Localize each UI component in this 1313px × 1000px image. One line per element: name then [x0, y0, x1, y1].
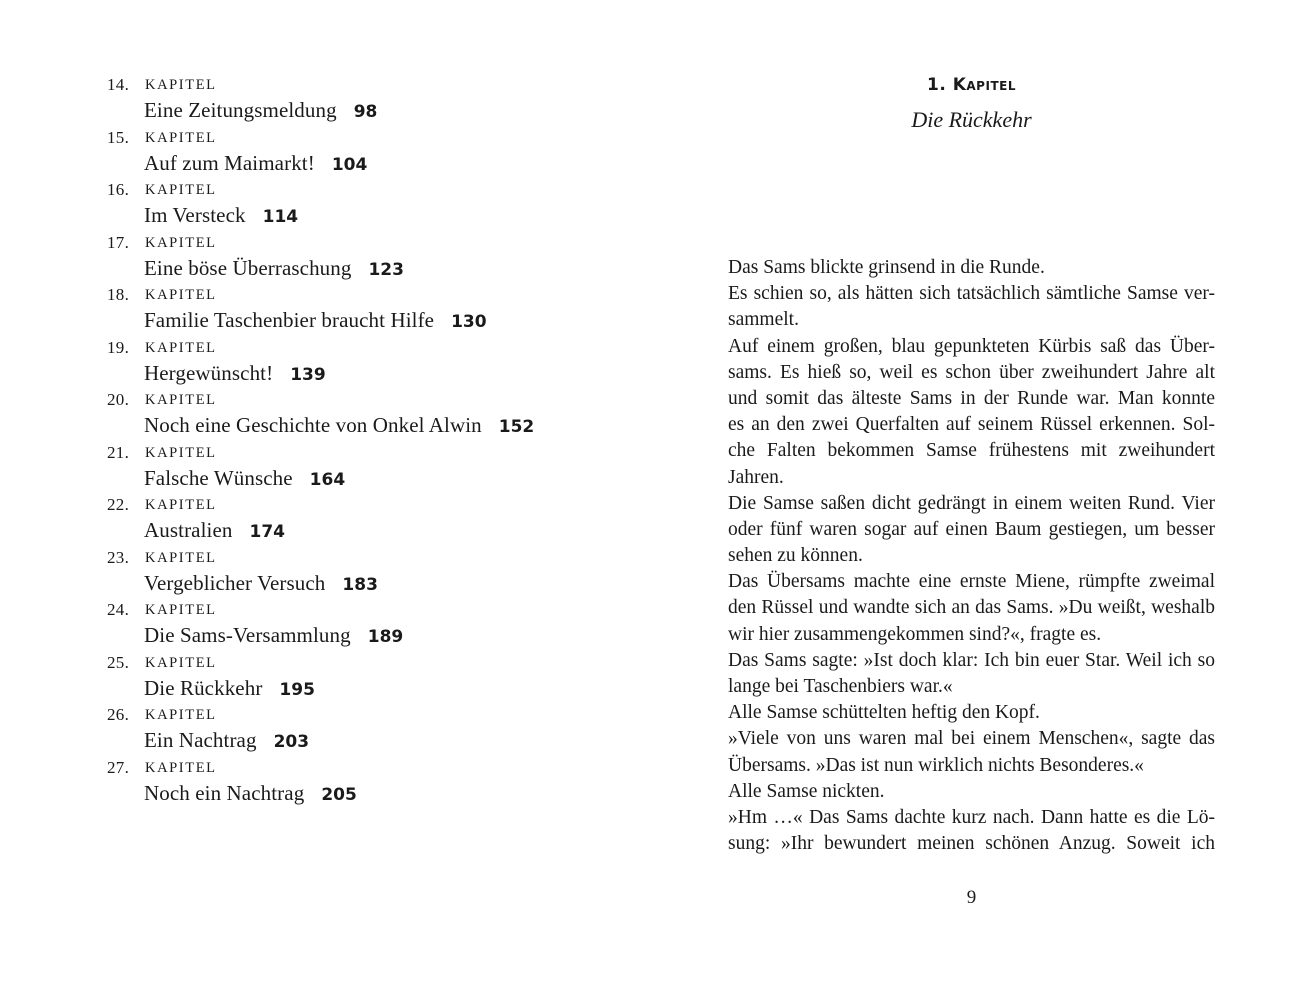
- toc-page-number: 130: [451, 312, 487, 332]
- toc-chapter-title: Ein Nachtrag: [144, 728, 257, 752]
- toc-chapter-label: KAPITEL: [145, 339, 217, 356]
- toc-page-number: 123: [368, 259, 404, 280]
- text-line: es an den zwei Querfalten auf seinem Rüssel erkennen. Sol-: [728, 414, 1215, 436]
- toc-chapter-title: Familie Taschenbier braucht Hilfe: [144, 308, 435, 332]
- toc-page-number: 164: [309, 469, 346, 490]
- toc-chapter-label: KAPITEL: [145, 602, 217, 618]
- toc-chapter-number: 17.: [107, 232, 130, 252]
- toc-chapter-title: Die Sams-Versammlung: [144, 623, 351, 647]
- toc-title-line: [144, 464, 345, 495]
- text-line: Die Samse saßen dicht gedrängt in einem weiten Rund. Vier: [728, 492, 1215, 514]
- toc-chapter-number: 24.: [107, 600, 130, 619]
- text-line: wir hier zusammengekommen sind?«, fragte es.: [728, 623, 1102, 645]
- toc-chapter-number: 16.: [107, 180, 130, 199]
- toc-page-number: 205: [321, 784, 357, 805]
- toc-title-line: [144, 726, 309, 757]
- toc-chapter-number: 20.: [107, 390, 130, 409]
- toc-chapter-number: 14.: [107, 75, 130, 94]
- text-line: sung: »Ihr bewundert meinen schönen Anzug. Soweit ich: [728, 833, 1215, 855]
- toc-title-line: [144, 306, 487, 337]
- toc-chapter-number: 23.: [107, 547, 130, 567]
- text-line: Jahren.: [728, 466, 784, 488]
- toc-title-line: [144, 516, 285, 547]
- toc-chapter-label: KAPITEL: [145, 707, 217, 723]
- toc-chapter-title: Eine Zeitungsmeldung: [144, 98, 337, 122]
- toc-chapter-number: 21.: [107, 442, 130, 462]
- text-line: Das Sams blickte grinsend in die Runde.: [728, 257, 1045, 278]
- toc-title-line: [144, 359, 326, 390]
- toc-chapter-title: Hergewünscht!: [144, 360, 274, 385]
- toc-chapter-number: 27.: [107, 757, 130, 777]
- toc-chapter-label: KAPITEL: [145, 77, 217, 93]
- toc-chapter-label: KAPITEL: [145, 549, 217, 566]
- toc-chapter-number: 18.: [107, 285, 130, 304]
- text-line: sams. Es hieß so, weil es schon über zweihundert Jahre alt: [728, 361, 1215, 383]
- toc-chapter-number: 26.: [107, 705, 130, 724]
- toc-page-number: 174: [249, 522, 285, 542]
- toc-chapter-title: Auf zum Maimarkt!: [144, 150, 315, 175]
- toc-page-number: 98: [353, 102, 378, 122]
- toc-chapter-label: KAPITEL: [145, 654, 217, 671]
- text-line: Es schien so, als hätten sich tatsächlich sämtliche Samse ver-: [728, 283, 1215, 305]
- chapter-title: Die Rückkehr: [911, 107, 1032, 132]
- text-line: oder fünf waren sogar auf einen Baum gestiegen, um besser: [728, 518, 1215, 540]
- toc-chapter-label: KAPITEL: [145, 234, 217, 251]
- toc-page-number: 114: [262, 207, 299, 227]
- chapter-heading: 1. Kapitel: [927, 75, 1016, 95]
- toc-page-number: 189: [367, 627, 404, 647]
- toc-title-line: [144, 201, 298, 232]
- toc-page-number: 195: [279, 679, 315, 700]
- toc-chapter-label: KAPITEL: [145, 129, 217, 146]
- text-line: sammelt.: [728, 309, 799, 331]
- toc-chapter-title: Noch eine Geschichte von Onkel Alwin: [144, 413, 482, 437]
- text-line: Alle Samse nickten.: [728, 780, 885, 802]
- toc-chapter-title: Die Rückkehr: [144, 675, 263, 700]
- toc-chapter-title: Eine böse Überraschung: [144, 255, 352, 280]
- toc-title-line: [144, 779, 357, 810]
- toc-title-line: [144, 149, 367, 180]
- toc-chapter-label: KAPITEL: [145, 287, 217, 303]
- toc-chapter-title: Im Versteck: [144, 203, 246, 227]
- toc-chapter-title: Australien: [144, 518, 233, 542]
- text-line: Alle Samse schüttelten heftig den Kopf.: [728, 702, 1040, 724]
- toc-title-line: [144, 411, 534, 442]
- left-page: [0, 0, 656, 1000]
- text-line: und somit das älteste Sams in der Runde war. Man konnte: [728, 387, 1215, 409]
- toc-chapter-number: 25.: [107, 652, 130, 672]
- toc-chapter-title: Noch ein Nachtrag: [144, 780, 305, 805]
- toc-chapter-title: Falsche Wünsche: [144, 465, 293, 490]
- text-line: den Rüssel und wandte sich an das Sams. »Du weißt, weshalb: [728, 597, 1215, 619]
- toc-chapter-label: KAPITEL: [145, 182, 217, 198]
- page-number: 9: [966, 887, 977, 908]
- toc-chapter-label: KAPITEL: [145, 759, 217, 776]
- toc-page-number: 152: [498, 417, 535, 437]
- text-line: che Falten bekommen Samse frühestens mit zweihundert: [728, 440, 1215, 462]
- toc-chapter-number: 22.: [107, 495, 130, 514]
- toc-title-line: [144, 254, 404, 285]
- text-line: Das Übersams machte eine ernste Miene, rümpfte zweimal: [728, 571, 1215, 593]
- toc-title-line: [144, 96, 377, 127]
- toc-chapter-title: Vergeblicher Versuch: [144, 570, 326, 595]
- toc-page-number: 139: [290, 364, 326, 385]
- toc-title-line: [144, 674, 315, 705]
- toc-page-number: 183: [342, 574, 378, 595]
- toc-title-line: [144, 569, 378, 600]
- toc-title-line: [144, 621, 403, 652]
- toc-chapter-number: 15.: [107, 127, 130, 147]
- toc-chapter-number: 19.: [107, 337, 130, 357]
- text-line: sehen zu können.: [728, 545, 863, 567]
- toc-chapter-label: KAPITEL: [145, 444, 217, 461]
- text-line: Das Sams sagte: »Ist doch klar: Ich bin euer Star. Weil ich so: [728, 649, 1215, 671]
- text-line: Übersams. »Das ist nun wirklich nichts Besonderes.«: [728, 754, 1144, 776]
- toc-page-number: 203: [273, 732, 310, 752]
- text-line: »Hm …« Das Sams dachte kurz nach. Dann hatte es die Lö-: [728, 806, 1215, 828]
- toc-chapter-label: KAPITEL: [145, 497, 217, 513]
- chapter-body: [728, 255, 1215, 857]
- text-line: lange bei Taschenbiers war.«: [728, 676, 953, 697]
- right-page: [656, 0, 1313, 1000]
- text-line: »Viele von uns waren mal bei einem Menschen«, sagte das: [728, 728, 1215, 750]
- text-line: Auf einem großen, blau gepunkteten Kürbis saß das Über-: [728, 335, 1215, 357]
- toc-chapter-label: KAPITEL: [145, 392, 217, 408]
- toc-page-number: 104: [331, 154, 368, 175]
